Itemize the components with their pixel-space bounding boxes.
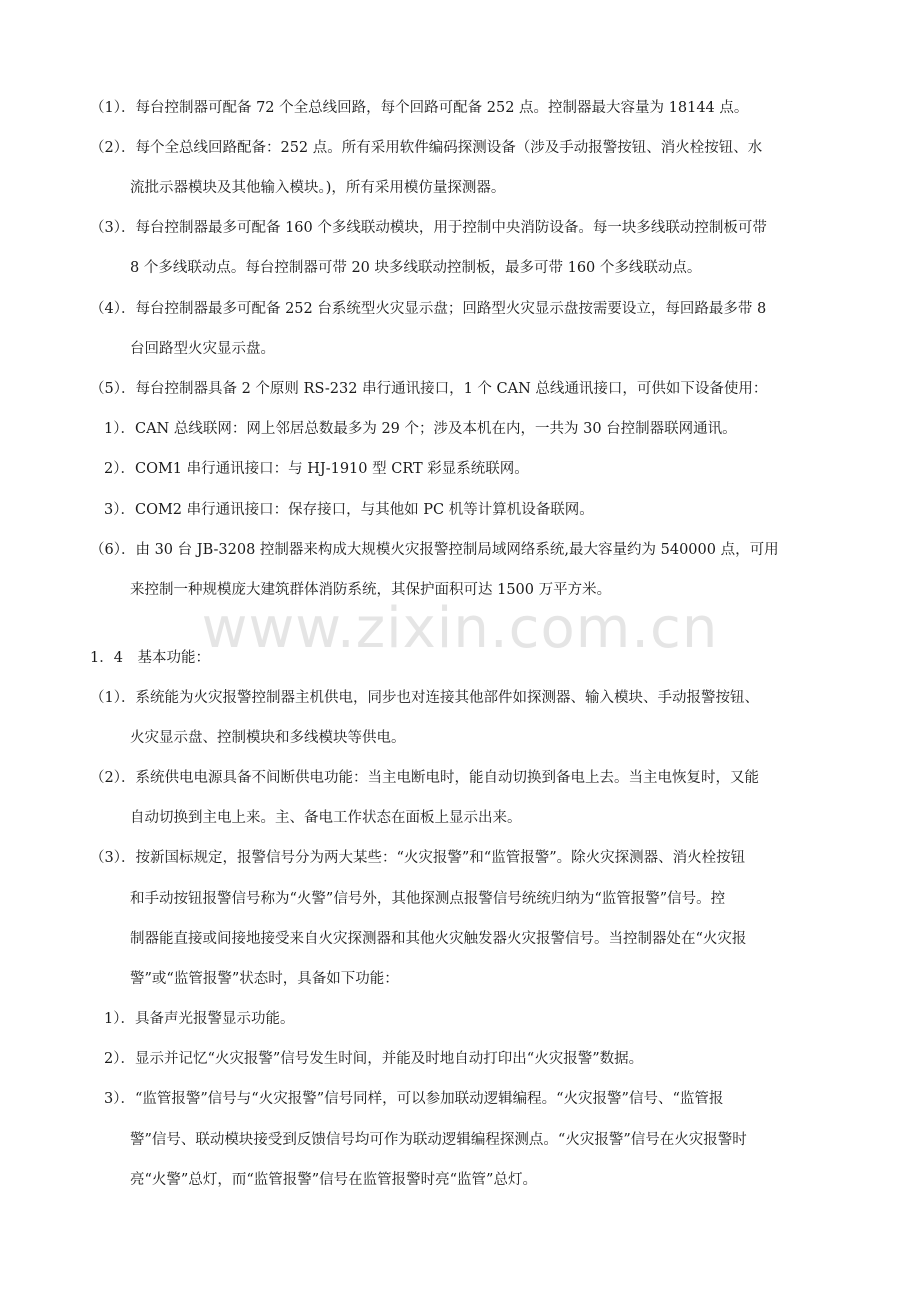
paragraph-line: （6）．由 30 台 JB-3208 控制器来构成大规模火灾报警控制局域网络系统,最大容量约为 540000 点，可用: [90, 542, 779, 558]
paragraph-line: 制器能直接或间接地接受来自火灾探测器和其他火灾触发器火灾报警信号。当控制器处在“火灾报: [130, 931, 747, 947]
paragraph-line: 1）．具备声光报警显示功能。: [104, 1011, 295, 1027]
paragraph-line: 2）．显示并记忆“火灾报警”信号发生时间，并能及时地自动打印出“火灾报警”数据。: [104, 1051, 644, 1067]
paragraph-line: 亮“火警”总灯，而“监管报警”信号在监管报警时亮“监管”总灯。: [130, 1172, 537, 1188]
paragraph-line: （2）．系统供电电源具备不间断供电功能：当主电断电时，能自动切换到备电上去。当主电恢复时，又能: [90, 770, 759, 786]
paragraph-line: （2）．每个全总线回路配备：252 点。所有采用软件编码探测设备（涉及手动报警按钮、消火栓按钮、水: [90, 140, 763, 156]
section-heading: 1．4 基本功能：: [90, 650, 210, 666]
paragraph-line: 2）．COM1 串行通讯接口：与 HJ-1910 型 CRT 彩显系统联网。: [104, 461, 529, 477]
paragraph-line: （4）．每台控制器最多可配备 252 台系统型火灾显示盘；回路型火灾显示盘按需要设立，每回路最多带 8: [90, 301, 767, 317]
paragraph-line: 台回路型火灾显示盘。: [130, 341, 275, 357]
paragraph-line: 警”信号、联动模块接受到反馈信号均可作为联动逻辑编程探测点。“火灾报警”信号在火灾报警时: [130, 1132, 747, 1148]
paragraph-line: 自动切换到主电上来。主、备电工作状态在面板上显示出来。: [130, 810, 522, 826]
paragraph-line: 来控制一种规模庞大建筑群体消防系统，其保护面积可达 1500 万平方米。: [130, 582, 612, 598]
paragraph-line: （5）．每台控制器具备 2 个原则 RS-232 串行通讯接口，1 个 CAN 总线通讯接口，可供如下设备使用：: [90, 381, 768, 397]
paragraph-line: （1）．每台控制器可配备 72 个全总线回路，每个回路可配备 252 点。控制器最大容量为 18144 点。: [90, 100, 749, 116]
paragraph-line: 火灾显示盘、控制模块和多线模块等供电。: [130, 730, 406, 746]
paragraph-line: 1）．CAN 总线联网：网上邻居总数最多为 29 个；涉及本机在内，一共为 30 台控制器联网通讯。: [104, 421, 737, 437]
paragraph-line: 流批示器模块及其他输入模块。)，所有采用模仿量探测器。: [130, 180, 506, 196]
paragraph-line: （3）．按新国标规定，报警信号分为两大某些：“火灾报警”和“监管报警”。除火灾探测器、消火栓按钮: [90, 850, 746, 866]
paragraph-line: 3）．COM2 串行通讯接口：保存接口，与其他如 PC 机等计算机设备联网。: [104, 502, 594, 518]
paragraph-line: （1）．系统能为火灾报警控制器主机供电，同步也对连接其他部件如探测器、输入模块、手动报警按钮、: [90, 690, 759, 706]
paragraph-line: 和手动按钮报警信号称为“火警”信号外，其他探测点报警信号统统归纳为“监管报警”信号。控: [130, 891, 726, 907]
paragraph-line: 3）．“监管报警”信号与“火灾报警”信号同样，可以参加联动逻辑编程。“火灾报警”信号、“监管报: [104, 1091, 724, 1107]
watermark: www.zixin.com.cn: [201, 596, 719, 661]
paragraph-line: 警”或“监管报警”状态时，具备如下功能：: [130, 971, 399, 987]
paragraph-line: （3）．每台控制器最多可配备 160 个多线联动模块，用于控制中央消防设备。每一块多线联动控制板可带: [90, 220, 767, 236]
paragraph-line: 8 个多线联动点。每台控制器可带 20 块多线联动控制板，最多可带 160 个多线联动点。: [130, 260, 702, 276]
